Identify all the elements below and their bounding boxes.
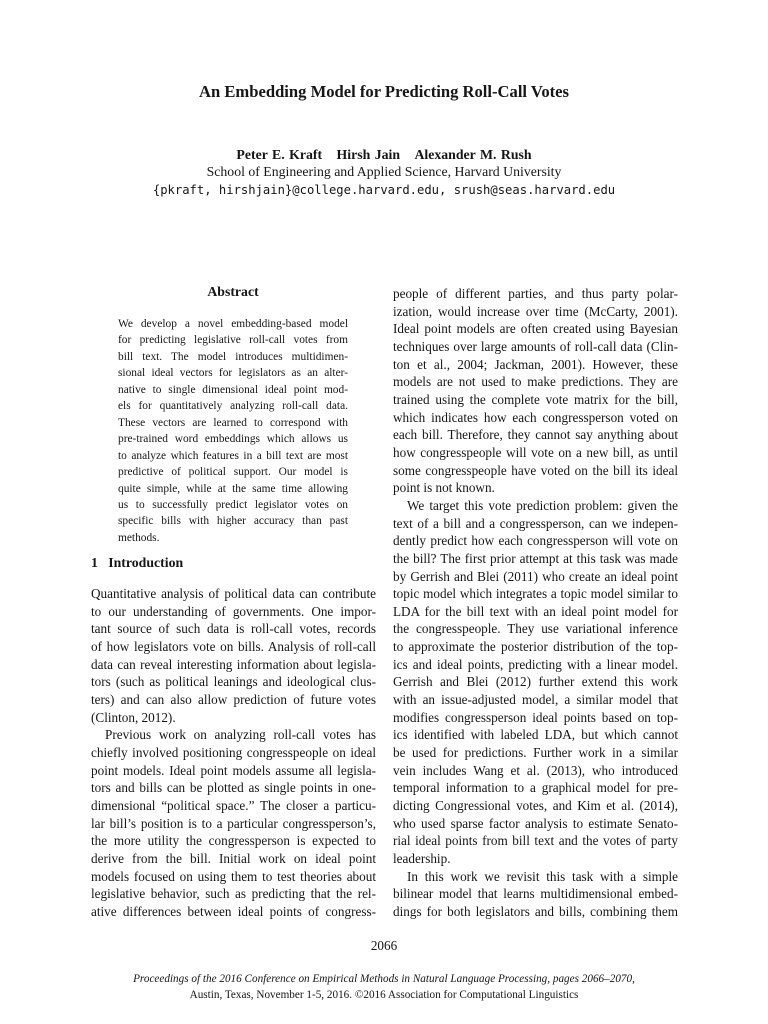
footer-line: Proceedings of the 2016 Conference on Empirical Methods in Natural Language Processing, pages 2066–2070, <box>133 973 635 985</box>
text-line: be used for predictions. Further work in a similar <box>393 745 678 761</box>
text-line: people of different parties, and thus party polar- <box>393 286 678 301</box>
text-line: to our understanding of governments. One impor- <box>91 603 376 619</box>
text-line: topic model which integrates a topic model similar to <box>393 586 678 602</box>
text-line: for predicting legislative roll-call votes from <box>118 334 348 347</box>
text-line: Quantitative analysis of political data can contribute <box>91 586 376 601</box>
paper-title: An Embedding Model for Predicting Roll-Call Votes <box>199 82 569 101</box>
text-line: dently predict how each congressperson will vote on <box>393 533 678 549</box>
text-line: We target this vote prediction problem: given the <box>407 497 678 513</box>
text-line: temporal information to a graphical model for pre- <box>393 780 678 796</box>
text-line: ization, would increase over time (McCarty, 2001). <box>393 303 678 319</box>
text-line: to analyze which features in a bill text are most <box>118 449 348 462</box>
text-line: the congresspeople. They use variational inference <box>393 621 678 637</box>
text-line: derive from the bill. Initial work on ideal point <box>91 850 376 866</box>
footer-line: Austin, Texas, November 1-5, 2016. ©2016 Association for Computational Linguistics <box>189 988 579 1001</box>
text-line: LDA for the bill text with an ideal point model for <box>393 603 678 619</box>
text-line: each bill. Therefore, they cannot say anything about <box>393 427 678 443</box>
text-line: tant source of such data is roll-call votes, records <box>91 621 376 637</box>
text-line: dings for both legislators and bills, combining them <box>393 903 678 919</box>
text-line: quite simple, while at the same time allowing <box>118 482 348 495</box>
text-line: the more utility the congressperson is expected to <box>91 833 376 849</box>
text-line: specific bills with higher accuracy than past <box>118 515 348 528</box>
text-line: dicting Congressional votes, and Kim et al. (2014), <box>393 798 678 814</box>
text-line: ton et al., 2004; Jackman, 2001). However, these <box>393 356 678 372</box>
text-line: point models. Ideal point models assume all legisla- <box>91 762 376 778</box>
text-line: In this work we revisit this task with a simple <box>407 868 678 884</box>
text-line: us to successfully predict legislator votes on <box>118 498 348 511</box>
text-line: ative differences between ideal points of congress- <box>91 903 376 919</box>
abstract-text <box>118 316 348 546</box>
text-line: techniques over large amounts of roll-call data (Clin- <box>393 338 678 354</box>
text-line: some congresspeople have voted on the bill its ideal <box>393 462 678 478</box>
text-line: modifies congressperson ideal points based on top- <box>393 709 678 725</box>
text-line: els for quantitatively analyzing roll-call data. <box>118 400 348 413</box>
author-list <box>0 147 768 163</box>
author-affiliation: School of Engineering and Applied Science, Harvard University <box>206 164 562 179</box>
text-line: tors and bills can be plotted as single points in one- <box>91 780 376 796</box>
text-line: sional ideal vectors for legislators as an alter- <box>118 367 348 380</box>
text-line: trained using the complete vote matrix for the bill, <box>393 391 678 407</box>
text-line: who used sparse factor analysis to estimate Senato- <box>393 815 678 831</box>
text-line: We develop a novel embedding-based model <box>118 318 348 330</box>
text-line: rial ideal points from bill text and the votes of party <box>393 833 678 849</box>
text-line: dimensional “political space.” The closer a particu- <box>91 797 376 813</box>
text-line: Gerrish and Blei (2012) further extend this work <box>393 674 678 690</box>
text-line: bill text. The model introduces multidimen- <box>118 350 348 363</box>
text-line: how congresspeople will vote on a new bill, as until <box>393 444 678 460</box>
author-name: Peter E. Kraft <box>236 147 323 162</box>
section-title: Introduction <box>108 555 184 570</box>
text-line: ics identified with labeled LDA, but which cannot <box>393 727 678 743</box>
author-emails: {pkraft, hirshjain}@college.harvard.edu, srush@seas.harvard.edu <box>152 183 616 197</box>
text-line: to approximate the posterior distribution of the top- <box>393 639 678 655</box>
text-line: vein includes Wang et al. (2013), who introduced <box>393 762 678 778</box>
text-line: which indicates how each congressperson voted on <box>393 409 678 425</box>
text-line: ics and ideal points, predicting with a linear model. <box>393 656 678 672</box>
text-line: leadership. <box>393 851 451 866</box>
text-line: tors (such as political leanings and ideological clus- <box>91 674 376 690</box>
page-number: 2066 <box>370 938 398 953</box>
text-line: text of a bill and a congressperson, can we indepen- <box>393 515 678 531</box>
text-line: ters) and can also allow prediction of future votes <box>91 691 376 707</box>
text-line: the bill? The first prior attempt at this task was made <box>393 550 678 566</box>
text-line: by Gerrish and Blei (2011) who create an ideal point <box>393 568 678 584</box>
abstract-heading: Abstract <box>207 284 259 299</box>
left-column-text <box>91 585 376 920</box>
text-line: models are not used to make predictions. They are <box>393 374 678 390</box>
text-line: lar bill’s position is to a particular congressperson’s, <box>91 815 376 831</box>
text-line: predictive of political support. Our model is <box>118 466 348 479</box>
text-line: data can reveal interesting information about legisla- <box>91 656 376 672</box>
author-name: Hirsh Jain <box>336 147 400 162</box>
text-line: Ideal point models are often created using Bayesian <box>393 321 678 337</box>
text-line: of how legislators vote on bills. Analysis of roll-call <box>91 638 376 654</box>
proceedings-footer <box>80 972 688 1004</box>
text-line: bilinear model that learns multidimensional embed- <box>393 886 678 902</box>
text-line: (Clinton, 2012). <box>91 709 176 725</box>
text-line: legislative behavior, such as predicting that the rel- <box>91 886 376 902</box>
text-line: models focused on using them to test theories about <box>91 868 376 884</box>
section-heading <box>91 555 381 571</box>
text-line: Previous work on analyzing roll-call votes has <box>105 727 376 743</box>
text-line: methods. <box>118 531 160 544</box>
right-column-text <box>393 285 678 921</box>
text-line: chiefly involved positioning congresspeople on ideal <box>91 744 376 760</box>
text-line: native to single dimensional ideal point mod- <box>118 383 348 396</box>
text-line: with an issue-adjusted model, a similar model that <box>393 692 678 708</box>
section-number: 1 <box>91 555 98 570</box>
author-name: Alexander M. Rush <box>414 147 532 162</box>
text-line: point is not known. <box>393 480 495 496</box>
text-line: These vectors are learned to correspond with <box>118 416 348 429</box>
text-line: pre-trained word embeddings which allows us <box>118 433 348 446</box>
